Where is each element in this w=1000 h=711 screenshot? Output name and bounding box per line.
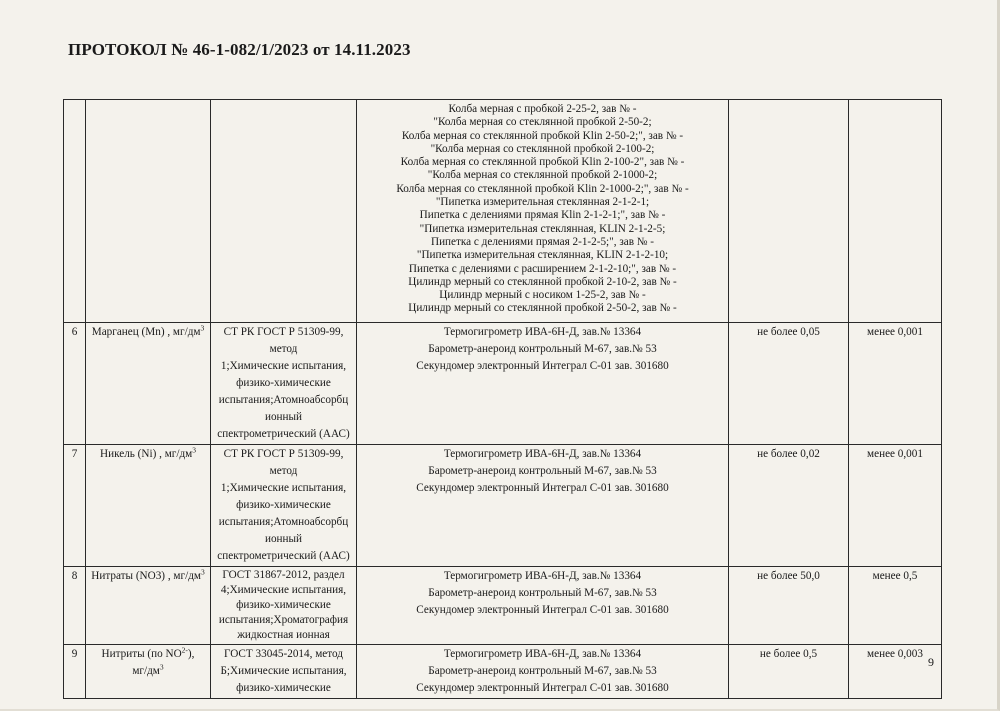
- equipment-line: Пипетка с делениями прямая 2-1-2-5;", зав № -: [430, 235, 654, 248]
- method-line: физико-химические: [236, 499, 331, 511]
- equipment-line: Секундомер электронный Интеграл С-01 зав. 301680: [416, 482, 669, 494]
- method-line: 1;Химические испытания,: [220, 482, 347, 494]
- indicator-name: [89, 646, 207, 663]
- cell-method: [211, 445, 357, 567]
- cell-name: [86, 323, 211, 445]
- equipment-line: Колба мерная с пробкой 2-25-2, зав № -: [448, 103, 637, 115]
- cell-norm: не более 0,02: [729, 445, 849, 567]
- cell-method: [211, 567, 357, 645]
- method-line: физико-химические: [236, 599, 331, 611]
- equipment-line: "Пипетка измерительная стеклянная, KLIN 2-1-2-10;: [416, 249, 669, 262]
- cell-result: менее 0,001: [849, 445, 942, 567]
- method-line: испытания;Атомноабсорбц: [218, 516, 349, 528]
- table-row: [64, 323, 942, 445]
- method-line: испытания;Хроматография: [218, 614, 349, 626]
- equipment-line: Барометр-анероид контрольный М-67, зав.№ 53: [428, 343, 657, 355]
- method-line: спектрометрический (ААС): [217, 550, 350, 562]
- equipment-line: Барометр-анероид контрольный М-67, зав.№ 53: [428, 665, 657, 677]
- equipment-line: Термогигрометр ИВА-6Н-Д, зав.№ 13364: [443, 326, 642, 338]
- indicator-name: Никель (Ni) , мг/дм: [100, 448, 193, 460]
- equipment-line: Секундомер электронный Интеграл С-01 зав. 301680: [416, 682, 669, 694]
- table-row: [64, 445, 942, 567]
- cell-equipment: [357, 567, 729, 645]
- cell-norm: не более 0,05: [729, 323, 849, 445]
- cell-name: [86, 445, 211, 567]
- cell-num: 8: [64, 567, 86, 645]
- cell-result: менее 0,001: [849, 323, 942, 445]
- indicator-name-tail: ),: [187, 648, 195, 660]
- equipment-line: Барометр-анероид контрольный М-67, зав.№ 53: [428, 465, 657, 477]
- method-line: метод: [269, 465, 298, 477]
- indicator-name: Нитраты (NO3) , мг/дм: [91, 570, 201, 582]
- equipment-line: Колба мерная со стеклянной пробкой Klin 2-50-2;", зав № -: [401, 129, 684, 142]
- results-table: [63, 99, 942, 699]
- equipment-line: Секундомер электронный Интеграл С-01 зав. 301680: [416, 360, 669, 372]
- cell-num: 9: [64, 645, 86, 699]
- method-line: ионный: [264, 533, 303, 545]
- protocol-title: ПРОТОКОЛ № 46-1-082/1/2023 от 14.11.2023: [68, 40, 411, 59]
- method-line: 1;Химические испытания,: [220, 360, 347, 372]
- cell-method: [211, 323, 357, 445]
- page-number: 9: [928, 655, 934, 669]
- method-line: физико-химические: [236, 377, 331, 389]
- equipment-line: Колба мерная со стеклянной пробкой Klin 2-100-2", зав № -: [400, 156, 685, 169]
- method-line: ГОСТ 33045-2014, метод: [224, 648, 343, 660]
- table-row: [64, 645, 942, 699]
- equipment-line: Барометр-анероид контрольный М-67, зав.№ 53: [428, 587, 657, 599]
- method-line: испытания;Атомноабсорбц: [218, 394, 349, 406]
- equipment-line: Цилиндр мерный со стеклянной пробкой 2-10-2, зав № -: [408, 275, 677, 288]
- cell-num: 7: [64, 445, 86, 567]
- equipment-line: Секундомер электронный Интеграл С-01 зав. 301680: [416, 604, 669, 616]
- cell-equipment: [357, 645, 729, 699]
- equipment-line: Термогигрометр ИВА-6Н-Д, зав.№ 13364: [443, 648, 642, 660]
- method-line: СТ РК ГОСТ Р 51309-99,: [223, 326, 344, 338]
- equipment-line: Термогигрометр ИВА-6Н-Д, зав.№ 13364: [443, 448, 642, 460]
- cell-method: [211, 100, 357, 323]
- indicator-name: Марганец (Mn) , мг/дм: [91, 326, 201, 338]
- indicator-name-text: Нитриты (по NO: [101, 648, 182, 660]
- cell-result: менее 0,003: [849, 645, 942, 699]
- equipment-line: Цилиндр мерный со стеклянной пробкой 2-50-2, зав № -: [408, 302, 677, 315]
- equipment-line: "Колба мерная со стеклянной пробкой 2-50-2;: [433, 116, 652, 129]
- cell-name: [86, 645, 211, 699]
- cell-name: [86, 567, 211, 645]
- method-line: ионный: [264, 411, 303, 423]
- table-row-continuation: [64, 100, 942, 323]
- cell-num: [64, 100, 86, 323]
- method-line: СТ РК ГОСТ Р 51309-99,: [223, 448, 344, 460]
- cell-equipment: [357, 445, 729, 567]
- equipment-line: Термогигрометр ИВА-6Н-Д, зав.№ 13364: [443, 570, 642, 582]
- equipment-line: "Колба мерная со стеклянной пробкой 2-1000-2;: [427, 169, 658, 182]
- method-line: жидкостная ионная: [237, 629, 330, 641]
- unit-exponent: 3: [200, 323, 205, 333]
- cell-result: [849, 100, 942, 323]
- cell-equipment: [357, 323, 729, 445]
- cell-equipment: [357, 100, 729, 323]
- cell-norm: не более 0,5: [729, 645, 849, 699]
- unit-text: мг/дм: [132, 665, 160, 677]
- indicator-unit: [89, 663, 207, 680]
- method-line: спектрометрический (ААС): [217, 428, 350, 440]
- unit-exponent: 3: [192, 445, 196, 455]
- cell-num: 6: [64, 323, 86, 445]
- method-line: 4;Химические испытания,: [220, 584, 347, 596]
- ion-charge: 2-: [181, 645, 188, 655]
- cell-norm: [729, 100, 849, 323]
- equipment-line: "Пипетка измерительная стеклянная 2-1-2-1;: [435, 196, 650, 209]
- equipment-line: "Пипетка измерительная стеклянная, KLIN 2-1-2-5;: [419, 222, 666, 235]
- equipment-line: Цилиндр мерный с носиком 1-25-2, зав № -: [439, 289, 646, 302]
- equipment-line: Колба мерная со стеклянной пробкой Klin 2-1000-2;", зав № -: [396, 182, 689, 195]
- unit-exponent: 3: [200, 567, 205, 577]
- method-line: метод: [269, 343, 298, 355]
- equipment-line: Пипетка с делениями прямая Klin 2-1-2-1;", зав № -: [419, 209, 666, 222]
- method-line: ГОСТ 31867-2012, раздел: [222, 569, 345, 581]
- method-line: Б;Химические испытания,: [220, 665, 347, 677]
- table-row: [64, 567, 942, 645]
- equipment-line: "Колба мерная со стеклянной пробкой 2-100-2;: [430, 142, 655, 155]
- cell-norm: не более 50,0: [729, 567, 849, 645]
- cell-result: менее 0,5: [849, 567, 942, 645]
- cell-name: [86, 100, 211, 323]
- cell-method: [211, 645, 357, 699]
- method-line: физико-химические: [236, 682, 331, 694]
- equipment-line: Пипетка с делениями с расширением 2-1-2-10;", зав № -: [408, 262, 677, 275]
- unit-exponent: 3: [159, 662, 164, 672]
